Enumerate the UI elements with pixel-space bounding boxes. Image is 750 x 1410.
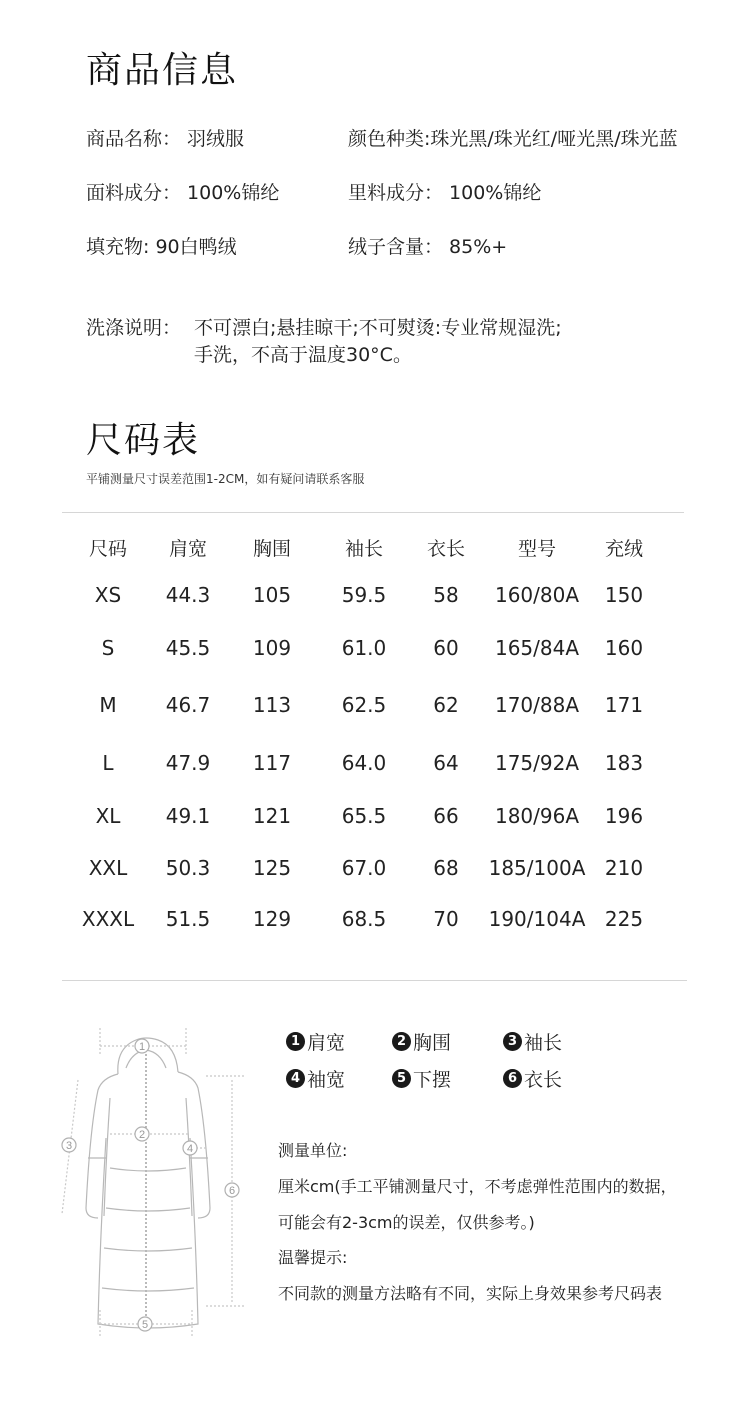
cell-size: M [99,693,117,717]
cell-shoulder: 49.1 [165,804,211,828]
svg-text:5: 5 [141,1319,149,1331]
unit-title: 测量单位: [278,1141,348,1160]
marker-5 [138,1317,152,1331]
size-chart-note: 平铺测量尺寸误差范围1-2CM，如有疑问请联系客服 [86,472,365,486]
cell-chest: 121 [252,804,292,828]
cell-shoulder: 50.3 [165,856,211,880]
legend-item-6 [503,1065,562,1092]
svg-text:1: 1 [138,1041,146,1053]
cell-chest: 113 [252,693,292,717]
legend-num-3: 3 [503,1032,522,1051]
cell-sleeve: 59.5 [341,583,387,607]
tip-title: 温馨提示: [278,1248,348,1267]
legend-item-1 [286,1028,345,1055]
unit-line2: 可能会有2-3cm的误差，仅供参考。) [278,1213,535,1232]
size-chart-title: 尺码表 [86,420,201,461]
cell-shoulder: 46.7 [165,693,211,717]
legend-item-5 [392,1065,451,1092]
wash-label: 洗涤说明： [86,317,182,339]
header-chest: 胸围 [252,538,292,560]
marker-6 [225,1183,239,1197]
marker-3 [62,1138,76,1152]
cell-model: 165/84A [494,636,580,660]
down-content: 绒子含量： 85%+ [348,236,508,258]
cell-sleeve: 65.5 [341,804,387,828]
marker-1 [135,1039,149,1053]
cell-length: 70 [433,907,459,931]
cell-shoulder: 51.5 [165,907,211,931]
cell-length: 68 [433,856,459,880]
svg-text:3: 3 [65,1140,73,1152]
header-sleeve: 袖长 [344,538,384,560]
legend-num-1: 1 [286,1032,305,1051]
cell-sleeve: 67.0 [341,856,387,880]
color-options: 颜色种类:珠光黑/珠光红/哑光黑/珠光蓝 [348,128,678,150]
wash-instructions-line2: 手洗，不高于温度30°C。 [194,344,412,366]
header-model: 型号 [517,538,557,560]
svg-text:4: 4 [186,1143,194,1155]
cell-size: XS [94,583,122,607]
legend-label-1: 肩宽 [307,1032,346,1054]
cell-chest: 117 [252,751,292,775]
header-size: 尺码 [88,538,128,560]
cell-shoulder: 47.9 [165,751,211,775]
legend-num-5: 5 [392,1069,411,1088]
cell-down-fill: 160 [604,636,644,660]
cell-size: XXXL [81,907,135,931]
cell-size: XL [95,804,121,828]
header-length: 衣长 [426,538,466,560]
legend-num-2: 2 [392,1032,411,1051]
cell-chest: 129 [252,907,292,931]
cell-length: 66 [433,804,459,828]
cell-shoulder: 45.5 [165,636,211,660]
cell-chest: 125 [252,856,292,880]
legend-item-3 [503,1028,562,1055]
garment-diagram [48,1018,254,1343]
svg-text:6: 6 [228,1185,236,1197]
svg-text:2: 2 [138,1129,146,1141]
cell-down-fill: 210 [604,856,644,880]
cell-model: 190/104A [488,907,586,931]
legend-label-5: 下摆 [413,1069,452,1091]
measure-lines [62,1028,244,1336]
cell-model: 170/88A [494,693,580,717]
cell-chest: 109 [252,636,292,660]
wash-instructions-line1: 不可漂白;悬挂晾干;不可熨烫:专业常规湿洗; [194,317,562,339]
cell-chest: 105 [252,583,292,607]
header-down-fill: 充绒 [604,538,644,560]
cell-length: 58 [433,583,459,607]
legend-num-4: 4 [286,1069,305,1088]
legend-label-4: 袖宽 [307,1069,346,1091]
cell-sleeve: 61.0 [341,636,387,660]
coat-outline [86,1038,210,1328]
tip-line: 不同款的测量方法略有不同，实际上身效果参考尺码表 [278,1284,663,1303]
cell-sleeve: 68.5 [341,907,387,931]
divider-top [62,512,684,513]
cell-down-fill: 150 [604,583,644,607]
cell-sleeve: 62.5 [341,693,387,717]
cell-sleeve: 64.0 [341,751,387,775]
marker-4 [183,1141,197,1155]
product-name: 商品名称： 羽绒服 [86,128,245,150]
cell-model: 185/100A [488,856,586,880]
fabric-composition: 面料成分： 100%锦纶 [86,182,280,204]
cell-length: 60 [433,636,459,660]
legend-label-3: 袖长 [524,1032,563,1054]
legend-label-6: 衣长 [524,1069,563,1091]
legend-label-2: 胸围 [413,1032,452,1054]
cell-shoulder: 44.3 [165,583,211,607]
product-info-title: 商品信息 [86,50,239,91]
cell-size: XXL [88,856,128,880]
cell-length: 64 [433,751,459,775]
cell-model: 160/80A [494,583,580,607]
cell-size: L [102,751,114,775]
cell-length: 62 [433,693,459,717]
cell-model: 175/92A [494,751,580,775]
cell-down-fill: 196 [604,804,644,828]
unit-line1: 厘米cm(手工平铺测量尺寸，不考虑弹性范围内的数据， [278,1177,677,1196]
marker-2 [135,1127,149,1141]
legend-item-2 [392,1028,451,1055]
header-shoulder: 肩宽 [168,538,208,560]
legend-item-4 [286,1065,345,1092]
divider-bottom [62,980,687,981]
lining-composition: 里料成分： 100%锦纶 [348,182,542,204]
cell-down-fill: 225 [604,907,644,931]
cell-model: 180/96A [494,804,580,828]
cell-down-fill: 183 [604,751,644,775]
filling: 填充物: 90白鸭绒 [86,236,237,258]
cell-size: S [101,636,115,660]
legend-num-6: 6 [503,1069,522,1088]
cell-down-fill: 171 [604,693,644,717]
